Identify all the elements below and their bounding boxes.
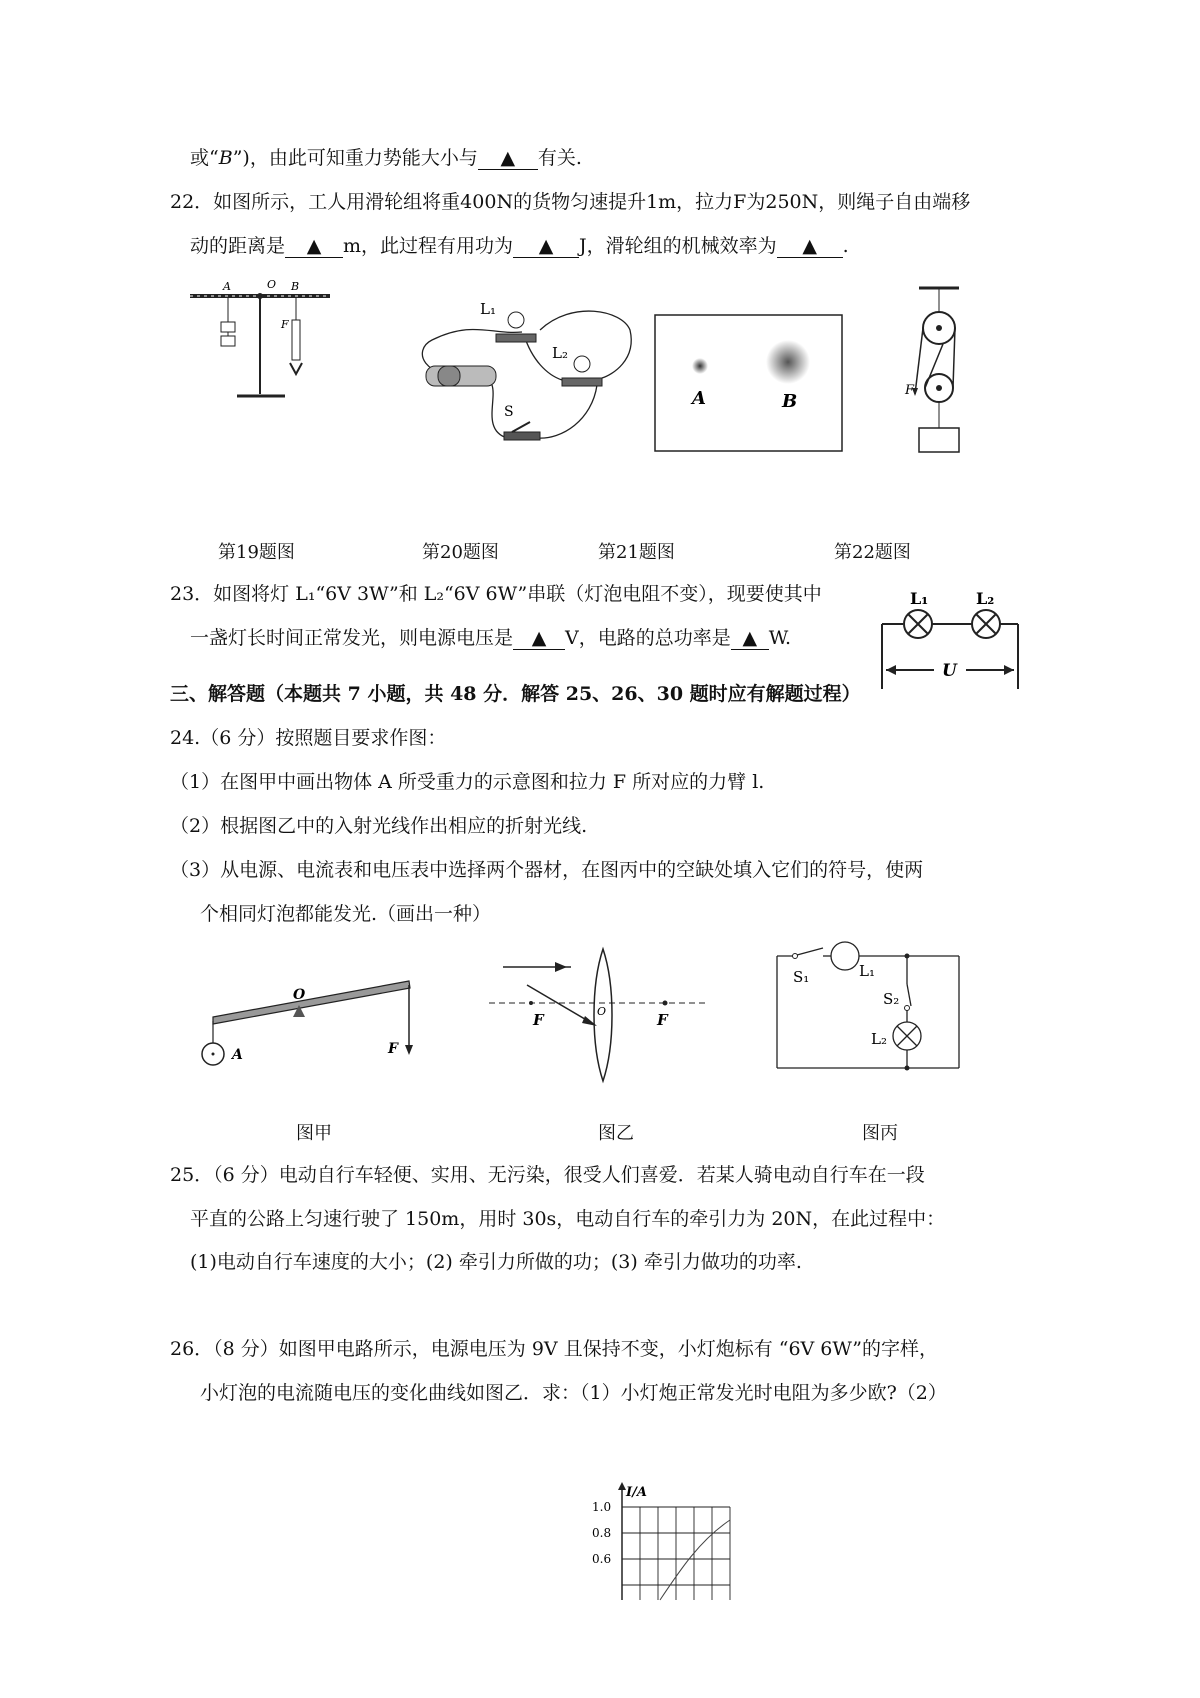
fig19-label-b: B [291,280,300,293]
fig20-label-s: S [504,404,514,420]
q23-fig-label-l1: L₁ [910,589,929,608]
q21-text-mid: ”)，由此可知重力势能大小与 [232,147,478,169]
fig-yi-lens [485,945,715,1085]
q23-line1: 23．如图将灯 L₁“6V 3W”和 L₂“6V 6W”串联（灯泡电阻不变），现要使其中 [170,583,822,605]
q23-fig-label-u: U [942,661,957,681]
q21-answer-blank: ▲ [478,147,538,170]
q23-text-b: V，电路的总功率是 [565,627,731,649]
q23-series-circuit [878,584,1028,694]
q26-line2: 小灯泡的电流随电压的变化曲线如图乙．求：（1）小灯炮正常发光时电阻为多少欧?（2） [200,1382,947,1404]
fig-bing-label-s1: S₁ [793,968,810,986]
q22-blank-distance: ▲ [285,235,343,258]
q24-part2: （2）根据图乙中的入射光线作出相应的折射光线. [170,815,588,837]
q23-blank-power: ▲ [731,627,769,650]
iu-graph [590,1480,750,1600]
fig22-label-f: F [905,383,915,398]
q24-part1: （1）在图甲中画出物体 A 所受重力的示意图和拉力 F 所对应的力臂 l. [170,771,765,793]
fig-jia-label-o: O [293,987,306,1003]
fig20-circuit-diagram [412,290,652,460]
iu-graph-ylabel: I/A [626,1485,647,1500]
fig21-label-a: A [692,388,706,409]
q22-line1: 22．如图所示，工人用滑轮组将重400N的货物匀速提升1m，拉力F为250N，则绳子自由端移 [170,191,971,213]
caption-fig20: 第20题图 [422,542,499,563]
q25-line1: 25．（6 分）电动自行车轻便、实用、无污染，很受人们喜爱．若某人骑电动自行车在一段 [170,1164,925,1186]
iu-graph-ytick-0-6: 0.6 [592,1552,612,1566]
q25-line3: (1)电动自行车速度的大小；(2) 牵引力所做的功；(3) 牵引力做功的功率. [190,1251,802,1273]
q22-text-b: m，此过程有用功为 [343,235,514,257]
q23-line2 [190,626,791,650]
q22-blank-work: ▲ [513,235,579,258]
q25-line2: 平直的公路上匀速行驶了 150m，用时 30s，电动自行车的牵引力为 20N，在此过程中： [190,1208,946,1230]
caption-fig22: 第22题图 [834,542,911,563]
fig19-label-f: F [281,318,289,331]
fig19-label-o: O [267,278,277,291]
fig20-label-l2: L₂ [552,344,568,362]
q21-tail-line [190,146,582,170]
fig-jia-label-a: A [232,1047,243,1063]
q22-text-c: J，滑轮组的机械效率为 [579,235,777,257]
q24-part3-line1: （3）从电源、电流表和电压表中选择两个器材，在图丙中的空缺处填入它们的符号，使两 [170,859,924,881]
caption-fig-bing: 图丙 [862,1123,898,1144]
q21-text-pre: 或“ [190,147,219,169]
fig19-lever-diagram [185,278,345,428]
fig-yi-label-f-right: F [657,1011,668,1029]
section3-heading: 三、解答题（本题共 7 小题，共 48 分．解答 25、26、30 题时应有解题过程） [170,683,861,705]
caption-fig-jia: 图甲 [296,1123,332,1144]
q21-text-post: 有关. [537,147,582,169]
q22-text-a: 动的距离是 [190,235,286,257]
fig-jia-lever [195,975,425,1085]
fig-bing-label-l2: L₂ [871,1030,887,1048]
iu-graph-ytick-1-0: 1.0 [592,1500,612,1514]
fig-bing-label-s2: S₂ [883,990,900,1008]
q23-blank-voltage: ▲ [513,627,565,650]
fig-yi-label-f-left: F [533,1011,544,1029]
fig21-label-b: B [782,391,798,412]
q24-part3-line2: 个相同灯泡都能发光.（画出一种） [200,903,492,925]
q23-text-a: 一盏灯长时间正常发光，则电源电压是 [190,627,514,649]
fig22-pulley-diagram [905,284,965,464]
fig21-imprint-diagram [654,314,844,454]
q23-text-c: W. [768,627,791,649]
q22-blank-efficiency: ▲ [777,235,843,258]
fig-bing-label-l1: L₁ [859,962,875,980]
caption-fig21: 第21题图 [598,542,675,563]
fig19-label-a: A [223,280,231,293]
q22-line2 [190,234,849,258]
caption-fig-yi: 图乙 [598,1123,634,1144]
fig-yi-label-o: O [597,1005,607,1018]
fig-bing-circuit [775,942,975,1082]
q22-text-d: . [842,235,849,257]
q23-fig-label-l2: L₂ [976,589,995,608]
fig-jia-label-f: F [388,1041,398,1057]
q21-italic-b: B [218,147,233,169]
fig20-label-l1: L₁ [480,300,496,318]
q26-line1: 26．（8 分）如图甲电路所示，电源电压为 9V 且保持不变，小灯炮标有 “6V 6W”的字样， [170,1338,938,1360]
caption-fig19: 第19题图 [218,542,295,563]
iu-graph-ytick-0-8: 0.8 [592,1526,612,1540]
q24-stem: 24.（6 分）按照题目要求作图： [170,727,447,749]
